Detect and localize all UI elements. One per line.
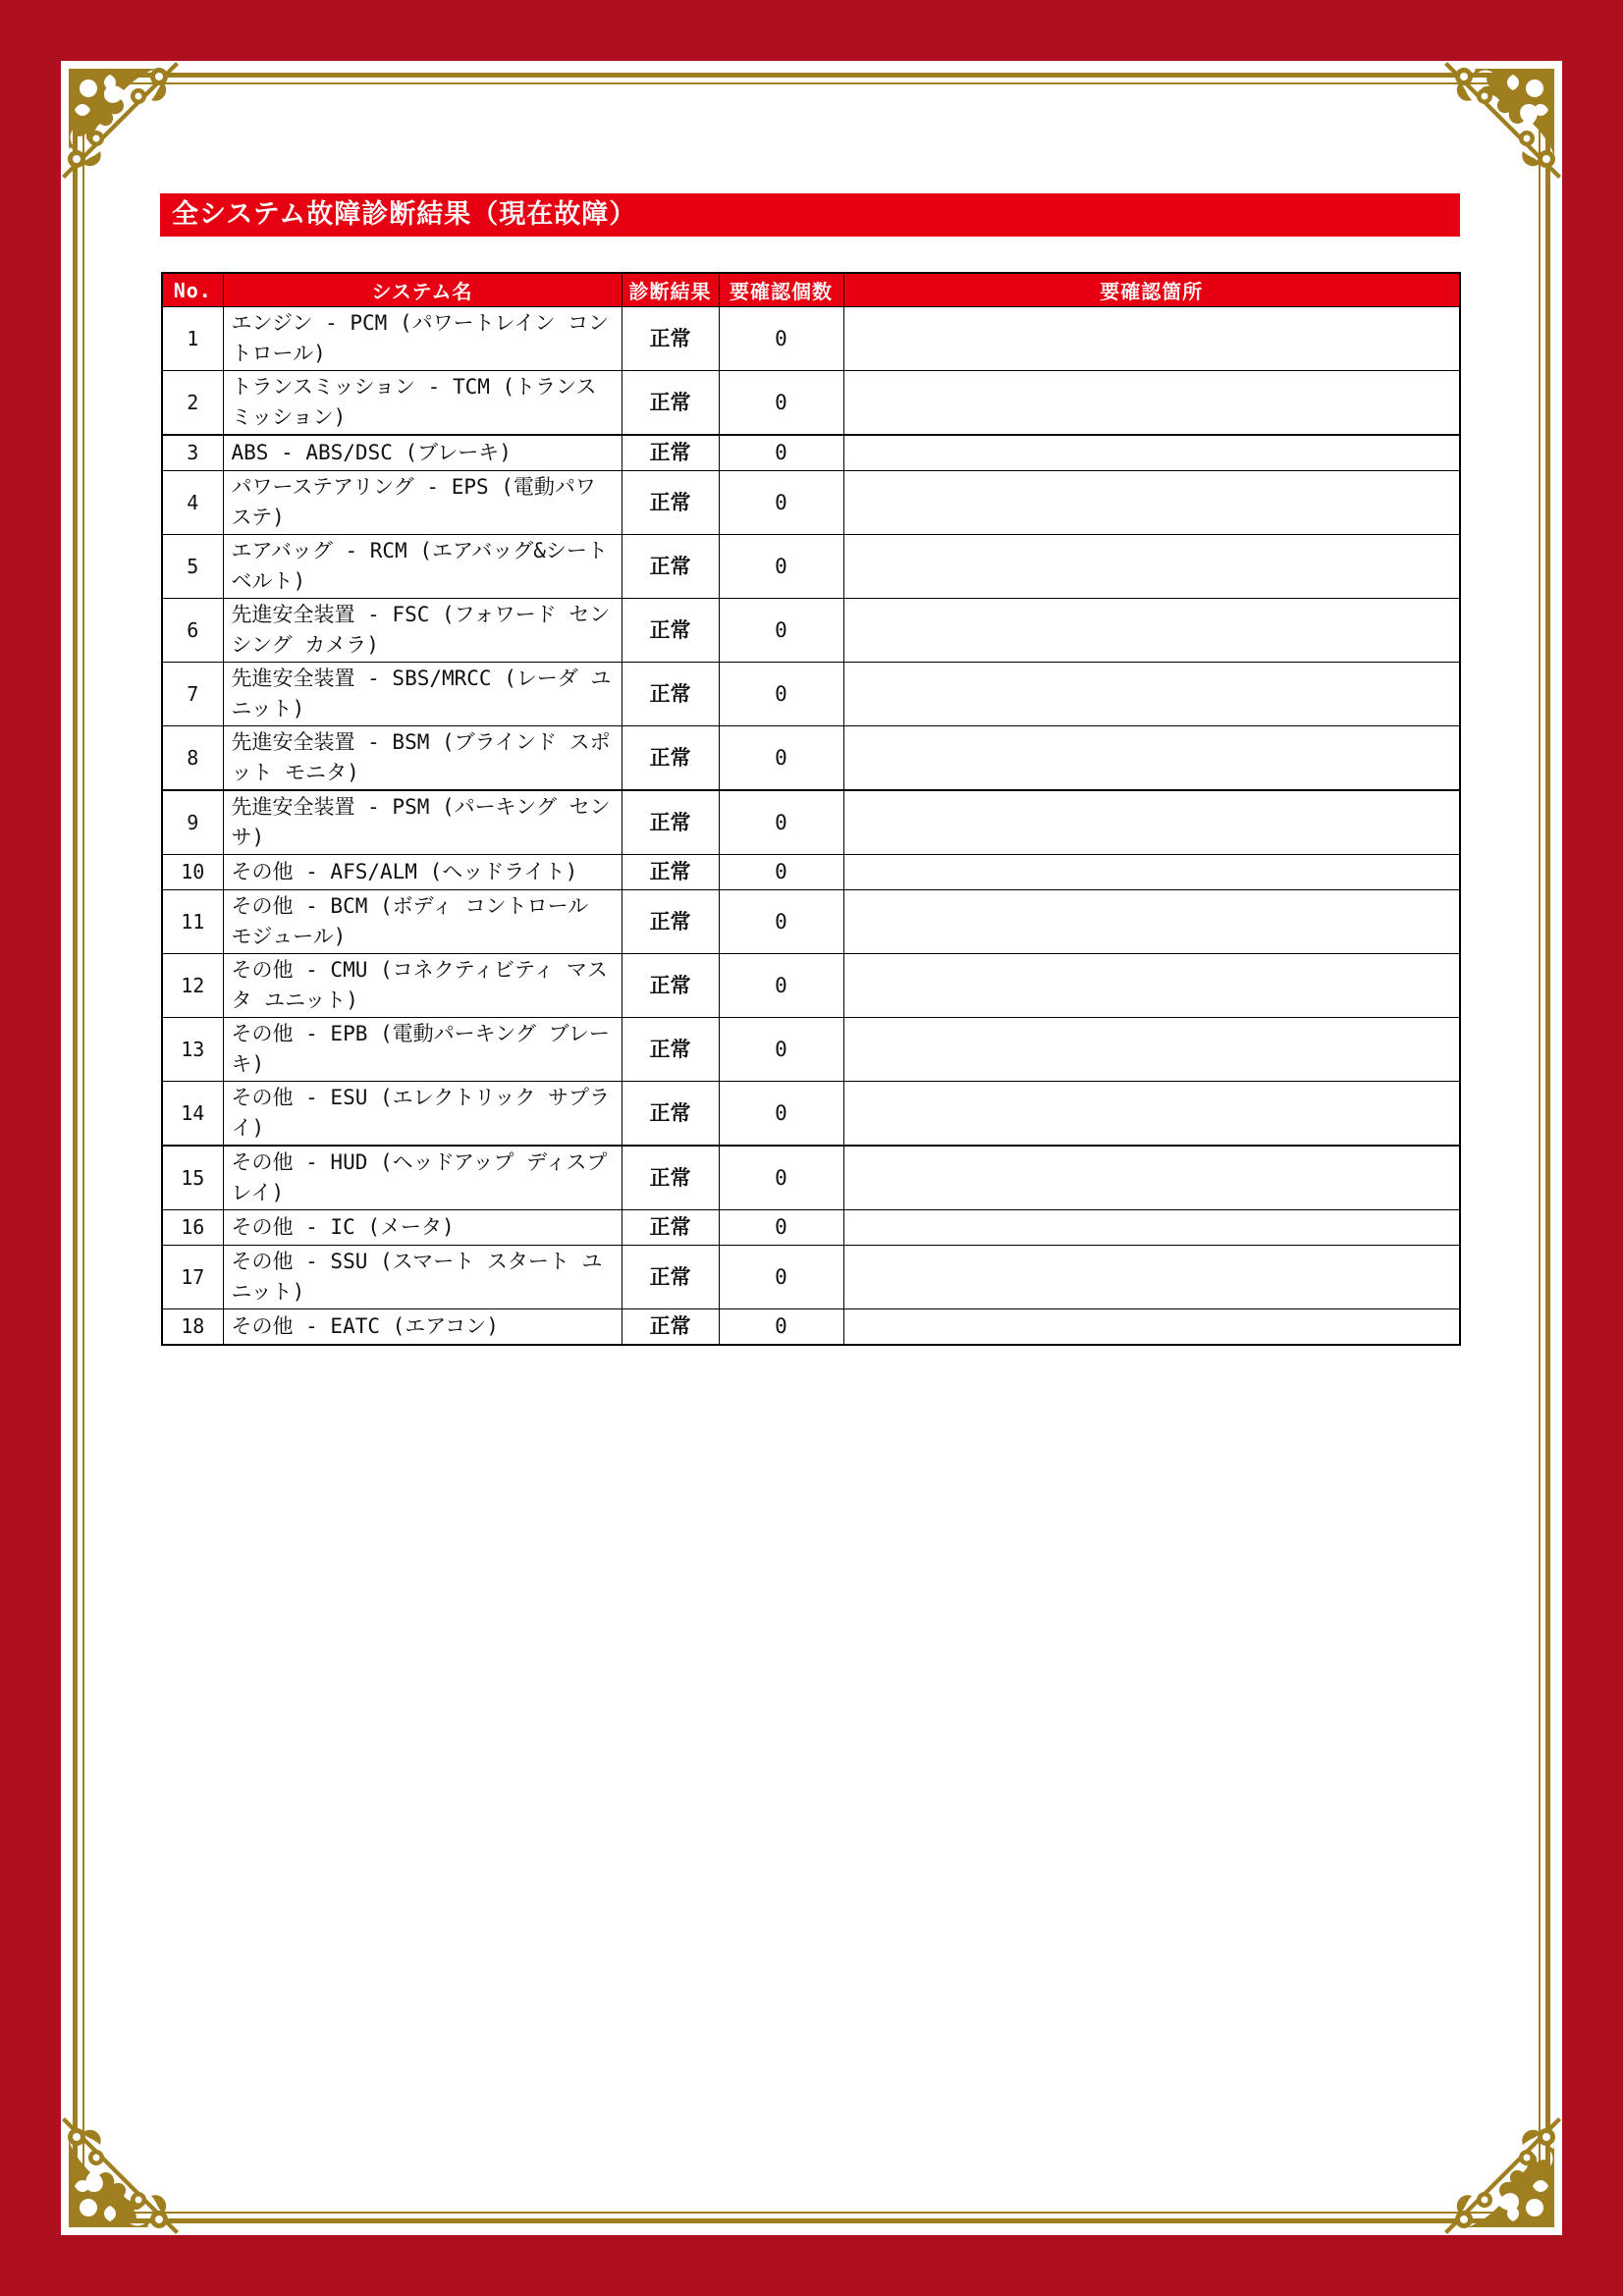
corner-ornament-icon [61,2108,189,2235]
diagnosis-result: 正常 [622,1018,719,1082]
check-count: 0 [719,890,843,954]
diagnosis-result: 正常 [622,790,719,855]
check-count: 0 [719,1246,843,1309]
check-location [843,1146,1460,1210]
check-location [843,435,1460,471]
table-row [162,890,1460,954]
row-number: 13 [162,1018,223,1082]
diagnosis-result: 正常 [622,1082,719,1147]
row-number: 15 [162,1146,223,1210]
header-no: No. [162,273,223,307]
check-location [843,371,1460,436]
check-count: 0 [719,371,843,436]
diagnostic-results-table [161,272,1461,1346]
check-count: 0 [719,1082,843,1147]
check-location [843,471,1460,535]
check-location [843,790,1460,855]
row-number: 16 [162,1210,223,1246]
system-name: その他 - EPB (電動パーキング ブレーキ) [223,1018,622,1082]
diagnosis-result: 正常 [622,855,719,890]
system-name: その他 - CMU (コネクティビティ マスタ ユニット) [223,954,622,1018]
diagnosis-result: 正常 [622,1210,719,1246]
table-row [162,371,1460,436]
diagnosis-result: 正常 [622,1146,719,1210]
check-location [843,663,1460,726]
diagnosis-result: 正常 [622,535,719,599]
check-count: 0 [719,307,843,371]
check-count: 0 [719,535,843,599]
check-count: 0 [719,790,843,855]
check-location [843,1246,1460,1309]
check-count: 0 [719,599,843,663]
corner-ornament-icon [61,61,189,188]
check-location [843,1082,1460,1147]
table-row [162,435,1460,471]
system-name: その他 - SSU (スマート スタート ユニット) [223,1246,622,1309]
check-location [843,307,1460,371]
row-number: 11 [162,890,223,954]
system-name: 先進安全装置 - FSC (フォワード センシング カメラ) [223,599,622,663]
table-row [162,663,1460,726]
system-name: パワーステアリング - EPS (電動パワステ) [223,471,622,535]
row-number: 18 [162,1309,223,1346]
diagnosis-result: 正常 [622,726,719,791]
diagnosis-result: 正常 [622,471,719,535]
row-number: 3 [162,435,223,471]
header-check-location: 要確認箇所 [843,273,1460,307]
diagnosis-result: 正常 [622,954,719,1018]
system-name: エアバッグ - RCM (エアバッグ&シートベルト) [223,535,622,599]
system-name: その他 - EATC (エアコン) [223,1309,622,1346]
header-system-name: システム名 [223,273,622,307]
table-row [162,1146,1460,1210]
table-row [162,471,1460,535]
system-name: その他 - ESU (エレクトリック サプライ) [223,1082,622,1147]
row-number: 4 [162,471,223,535]
header-check-count: 要確認個数 [719,273,843,307]
check-count: 0 [719,726,843,791]
system-name: 先進安全装置 - SBS/MRCC (レーダ ユニット) [223,663,622,726]
row-number: 8 [162,726,223,791]
table-row [162,954,1460,1018]
check-count: 0 [719,855,843,890]
row-number: 2 [162,371,223,436]
row-number: 12 [162,954,223,1018]
system-name: その他 - HUD (ヘッドアップ ディスプレイ) [223,1146,622,1210]
check-location [843,1309,1460,1346]
diagnosis-result: 正常 [622,307,719,371]
check-location [843,535,1460,599]
check-location [843,1018,1460,1082]
check-count: 0 [719,954,843,1018]
row-number: 17 [162,1246,223,1309]
check-location [843,954,1460,1018]
table-row [162,1210,1460,1246]
system-name: トランスミッション - TCM (トランスミッション) [223,371,622,436]
table-row [162,726,1460,791]
row-number: 7 [162,663,223,726]
table-row [162,1018,1460,1082]
diagnosis-result: 正常 [622,1309,719,1346]
system-name: エンジン - PCM (パワートレイン コントロール) [223,307,622,371]
check-count: 0 [719,435,843,471]
system-name: その他 - IC (メータ) [223,1210,622,1246]
check-location [843,599,1460,663]
corner-ornament-icon [1434,61,1562,188]
system-name: 先進安全装置 - PSM (パーキング センサ) [223,790,622,855]
check-count: 0 [719,471,843,535]
row-number: 9 [162,790,223,855]
table-row [162,599,1460,663]
row-number: 6 [162,599,223,663]
check-count: 0 [719,1309,843,1346]
row-number: 5 [162,535,223,599]
row-number: 10 [162,855,223,890]
table-row [162,1246,1460,1309]
table-row [162,1309,1460,1346]
check-location [843,726,1460,791]
table-row [162,790,1460,855]
page-title: 全システム故障診断結果（現在故障） [160,193,1460,237]
system-name: その他 - AFS/ALM (ヘッドライト) [223,855,622,890]
check-location [843,890,1460,954]
row-number: 14 [162,1082,223,1147]
table-row [162,307,1460,371]
diagnosis-result: 正常 [622,890,719,954]
check-count: 0 [719,1210,843,1246]
diagnosis-result: 正常 [622,663,719,726]
check-location [843,855,1460,890]
check-count: 0 [719,1018,843,1082]
corner-ornament-icon [1434,2108,1562,2235]
table-row [162,855,1460,890]
check-count: 0 [719,1146,843,1210]
check-location [843,1210,1460,1246]
diagnosis-result: 正常 [622,435,719,471]
table-header-row [162,273,1460,307]
row-number: 1 [162,307,223,371]
system-name: その他 - BCM (ボディ コントロール モジュール) [223,890,622,954]
diagnosis-result: 正常 [622,371,719,436]
header-diagnosis-result: 診断結果 [622,273,719,307]
diagnosis-result: 正常 [622,1246,719,1309]
system-name: ABS - ABS/DSC (ブレーキ) [223,435,622,471]
diagnosis-result: 正常 [622,599,719,663]
system-name: 先進安全装置 - BSM (ブラインド スポット モニタ) [223,726,622,791]
table-row [162,535,1460,599]
table-row [162,1082,1460,1147]
check-count: 0 [719,663,843,726]
